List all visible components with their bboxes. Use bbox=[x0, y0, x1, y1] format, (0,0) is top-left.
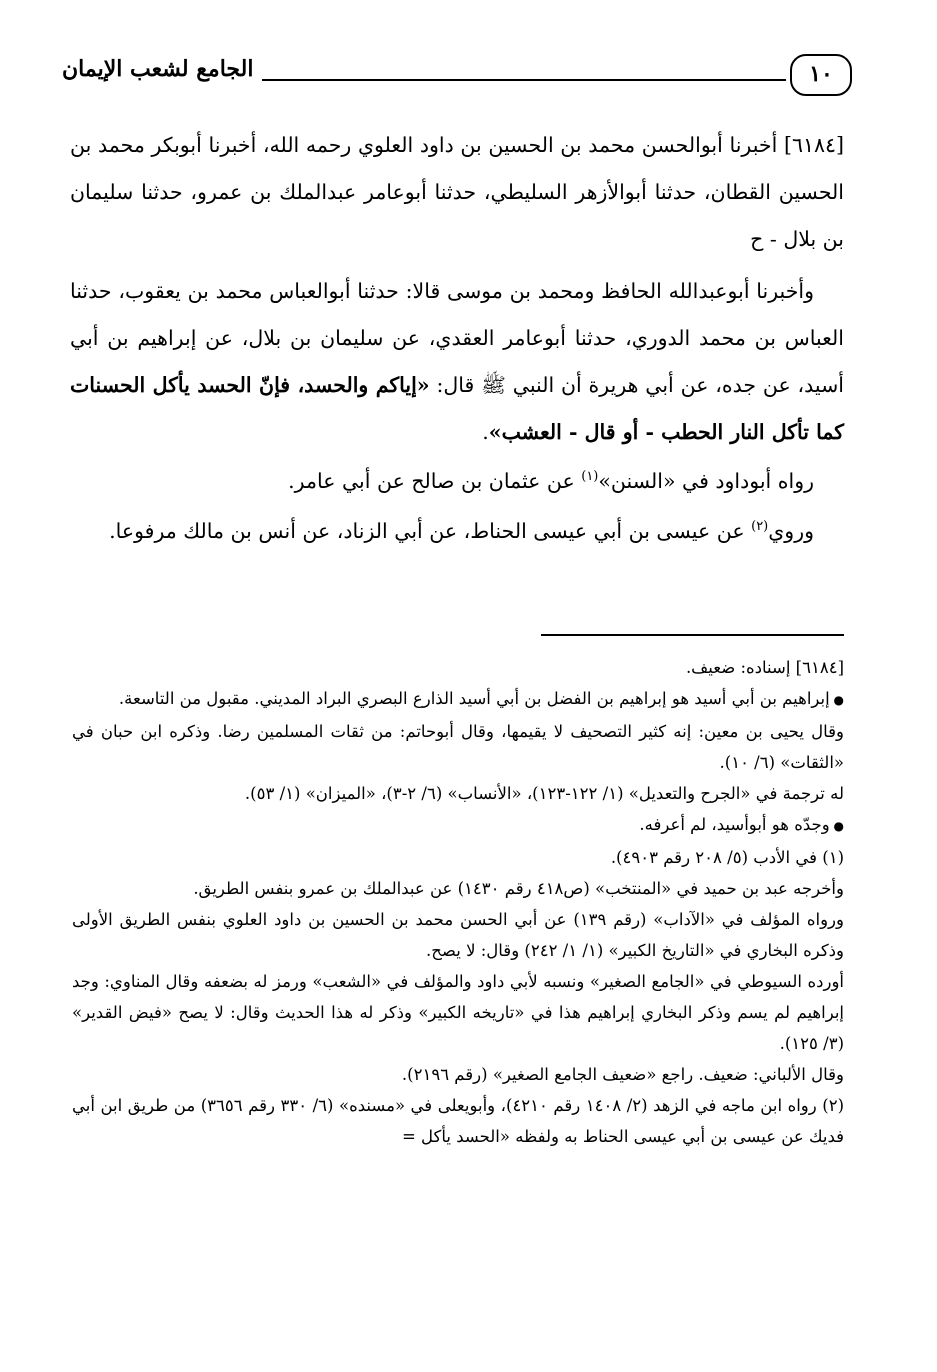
isnad-text: [٦١٨٤] أخبرنا أبوالحسن محمد بن الحسين بن داود العلوي رحمه الله، أخبرنا أبوبكر محمد بن الحسين القطان، حدثنا أبوالأزهر السليطي، حدثنا أبوعامر عبدالملك بن عمرو، حدثنا سليمان بن بلال - ح bbox=[70, 133, 844, 251]
footnotes bbox=[72, 652, 844, 1152]
footnote-2: (٢) رواه ابن ماجه في الزهد (٢/ ١٤٠٨ رقم ٤٢١٠)، وأبويعلى في «مسنده» (٦/ ٣٣٠ رقم ٣٦٥٦) من طريق ابن أبي فديك عن عيسى بن أبي عيسى الحناط به ولفظه «الحسد يأكل = bbox=[72, 1096, 844, 1146]
footnote-grade: [٦١٨٤] إسناده: ضعيف. bbox=[685, 658, 844, 677]
footnote-1-muntakhab: وأخرجه عبد بن حميد في «المنتخب» (ص٤١٨ رقم ١٤٣٠) عن عبدالملك بن عمرو بنفس الطريق. bbox=[193, 879, 844, 898]
matn-paragraph bbox=[70, 268, 844, 456]
takhrij-text-b: عن عثمان بن صالح عن أبي عامر. bbox=[288, 469, 582, 493]
footnote-ref-1[interactable]: (١) bbox=[581, 469, 599, 485]
footnote-critique: وقال يحيى بن معين: إنه كثير التصحيف لا يقيمها، وقال أبوحاتم: من ثقات المسلمين رضا. وذكره ابن حبان في «الثقات» (٦/ ١٠). bbox=[72, 722, 844, 772]
takhrij2-text-a: وروي bbox=[768, 519, 814, 543]
takhrij-paragraph-1 bbox=[70, 458, 844, 505]
footnote-1-adab: ورواه المؤلف في «الآداب» (رقم ١٣٩) عن أبي الحسن محمد بن الحسين بن داود العلوي بنفس الطريق الأولى وذكره البخاري في «التاريخ الكبير» (١/ ١/ ٢٤٢) وقال: لا يصح. bbox=[72, 910, 844, 960]
matn-end: . bbox=[482, 420, 489, 444]
footnote-1-albani: وقال الألباني: ضعيف. راجع «ضعيف الجامع الصغير» (رقم ٢١٩٦). bbox=[401, 1065, 844, 1084]
footnote-biography: له ترجمة في «الجرح والتعديل» (١/ ١٢٢-١٢٣)، «الأنساب» (٦/ ٢-٣)، «الميزان» (١/ ٥٣). bbox=[244, 784, 844, 803]
footnote-grandfather: ● وجدّه هو أبوأسيد، لم أعرفه. bbox=[72, 809, 844, 842]
takhrij-text-a: رواه أبوداود في «السنن» bbox=[598, 469, 814, 493]
book-title: الجامع لشعب الإيمان bbox=[62, 56, 254, 82]
footnote-narrator: ● إبراهيم بن أبي أسيد هو إبراهيم بن الفضل بن أبي أسيد الذارع البصري البراد المديني. مقبول من التاسعة. bbox=[72, 683, 844, 716]
footnote-separator bbox=[541, 634, 844, 636]
takhrij-paragraph-2 bbox=[70, 508, 844, 555]
footnote-1-suyuti: أورده السيوطي في «الجامع الصغير» ونسبه لأبي داود والمؤلف في «الشعب» ورمز له بضعفه وقال المناوي: وجد إبراهيم لم يسم وذكر البخاري إبراهيم هذا في «تاريخه الكبير» وذكر له هذا الحديث وقال: لا يصح «فيض القدير» (٣/ ١٢٥). bbox=[72, 972, 844, 1053]
page-number: ١٠ bbox=[790, 54, 852, 96]
hadith-matn: «إياكم والحسد، فإنّ الحسد يأكل الحسنات كما تأكل النار الحطب - أو قال - العشب» bbox=[70, 373, 844, 444]
header-rule bbox=[262, 79, 786, 81]
hadith-paragraph-1 bbox=[70, 122, 844, 263]
hadith-paragraph-2 bbox=[70, 268, 844, 456]
footnote-1: (١) في الأدب (٥/ ٢٠٨ رقم ٤٩٠٣). bbox=[610, 848, 844, 867]
isnad-chain-2: وأخبرنا أبوعبدالله الحافظ ومحمد بن موسى قالا: حدثنا أبوالعباس محمد بن يعقوب، حدثنا العباس بن محمد الدوري، حدثنا أبوعامر العقدي، عن سليمان بن بلال، عن إبراهيم بن أبي أسيد، عن جده، عن أبي هريرة أن النبي ﷺ قال: bbox=[70, 279, 844, 397]
page-header bbox=[62, 52, 852, 100]
takhrij2-text-b: عن عيسى بن أبي عيسى الحناط، عن أبي الزناد، عن أنس بن مالك مرفوعا. bbox=[109, 519, 752, 543]
footnote-ref-2[interactable]: (٢) bbox=[751, 519, 769, 535]
